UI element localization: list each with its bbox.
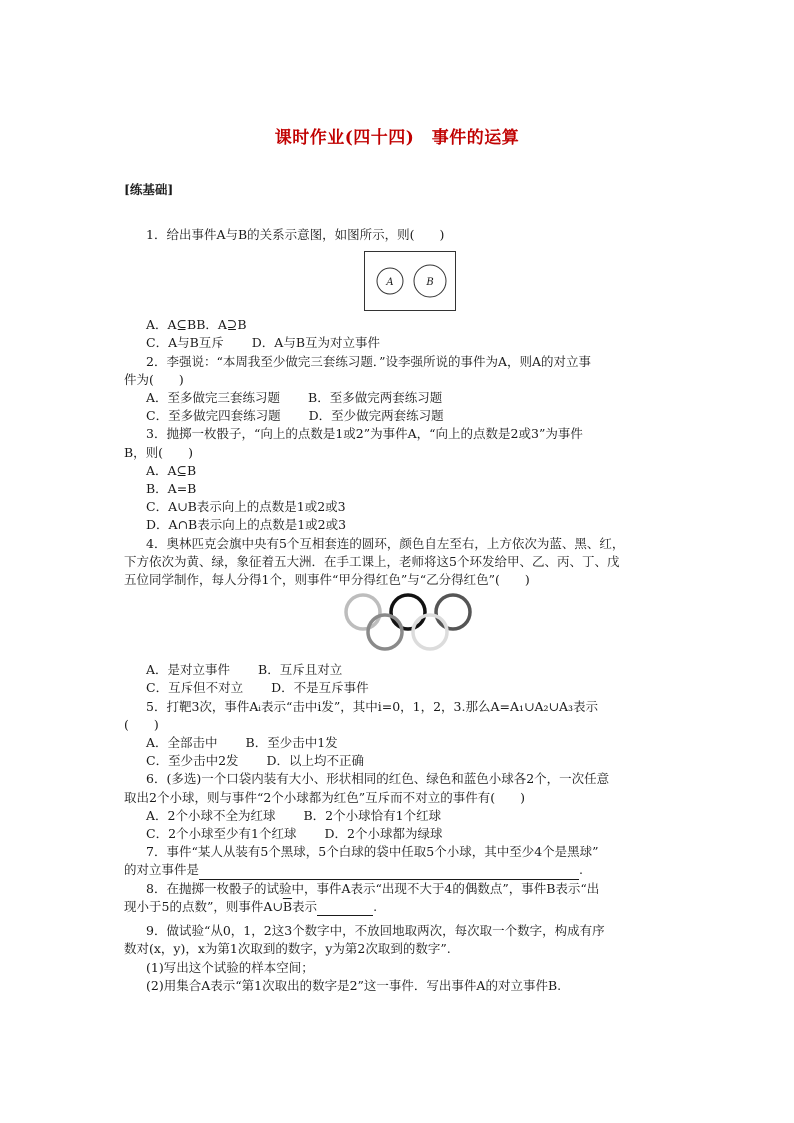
q6-option-c[interactable]: C．2个小球至少有1个红球 [146,826,297,842]
q3-option-b[interactable]: B．A=B [146,481,197,497]
ring-black [391,595,425,629]
label-b: B [426,277,434,289]
ring-blue [346,595,380,629]
q9-stem-line1: 9．做试验“从0，1，2这3个数字中，不放回地取两次，每次取一个数字，构成有序 [146,923,605,939]
page-title: 课时作业(四十四) 事件的运算 [274,128,520,148]
ring-green [413,615,447,649]
q3-option-d[interactable]: D．A∩B表示向上的点数是1或2或3 [146,517,347,533]
section-heading: [练基础] [124,182,174,197]
q6-stem-line2: 取出2个小球，则与事件“2个小球都为红色”互斥而不对立的事件有( ) [124,789,525,805]
q2-options-row1 [124,389,674,407]
q2-option-c[interactable]: C．至多做完四套练习题 [146,408,281,424]
q6-options-row2 [124,825,674,843]
q6-option-b[interactable]: B．2个小球恰有1个红球 [303,807,442,823]
ring-red [436,595,470,629]
question-list [124,226,674,995]
q3-option-a[interactable]: A．A⊆B [146,462,197,478]
q1-option-c[interactable]: C．A与B互斥 [146,335,224,351]
q7-stem-line2 [124,861,674,879]
q2-options-row2 [124,407,674,425]
q1-option-b[interactable]: B．A⊇B [196,317,247,333]
q1-stem: 1．给出事件A与B的关系示意图，如图所示，则( ) [146,227,445,242]
q2-option-b[interactable]: B．至多做完两套练习题 [308,390,443,406]
q5-options-row1 [124,734,674,752]
q4-options-row1 [124,661,674,679]
q1-options-row1 [124,316,674,334]
venn-diagram [364,251,456,311]
q9-subquestion-1: (1)写出这个试验的样本空间； [146,959,314,975]
q2-stem-line1: 2．李强说：“本周我至少做完三套练习题．”设李强所说的事件为A，则A的对立事 [146,353,592,369]
q7-answer-blank[interactable] [199,866,579,880]
q2-option-d[interactable]: D．至少做完两套练习题 [308,408,444,424]
q4-stem-line2: 下方依次为黄、绿，象征着五大洲．在手工课上，老师将这5个环发给甲、乙、丙、丁、戊 [124,553,620,569]
q7-stem-line1: 7．事件“某人从装有5个黑球，5个白球的袋中任取5个小球，其中至少4个是黑球” [146,844,599,860]
q8-stem-line1: 8．在抛掷一枚骰子的试验中，事件A表示“出现不大于4的偶数点”，事件B表示“出 [146,880,600,896]
q6-options-row1 [124,807,674,825]
q4-option-d[interactable]: D．不是互斥事件 [271,680,369,696]
q8-complement-b: $\overline{B}$ [282,898,293,914]
olympic-rings-figure [342,593,476,653]
q6-option-a[interactable]: A．2个小球不全为红球 [146,807,276,823]
q4-option-c[interactable]: C．互斥但不对立 [146,680,244,696]
q8-stem-line2 [124,898,674,916]
q4-options-row2 [124,679,674,697]
q4-option-a[interactable]: A．是对立事件 [146,662,231,678]
q5-option-b[interactable]: B．至少击中1发 [245,735,338,751]
q4-stem-line1: 4．奥林匹克会旗中央有5个互相套连的圆环，颜色自左至右，上方依次为蓝、黑、红， [146,535,625,551]
q5-options-row2 [124,752,674,770]
q1-options-row2 [124,334,674,352]
q5-stem-line2: ( ) [124,716,159,732]
q5-option-a[interactable]: A．全部击中 [146,735,218,751]
q8-stem-lead: 现小于5的点数”，则事件A∪ [124,898,283,914]
q7-stem-end: . [579,862,583,878]
q6-option-d[interactable]: D．2个小球都为绿球 [324,826,443,842]
q9-stem-line2: 数对(x，y)，x为第1次取到的数字，y为第2次取到的数字”. [124,941,451,957]
q3-stem-line2: B，则( ) [124,444,193,460]
q5-option-c[interactable]: C．至少击中2发 [146,753,239,769]
q6-stem-line1: 6．(多选)一个口袋内装有大小、形状相同的红色、绿色和蓝色小球各2个，一次任意 [146,771,610,787]
q3-stem-line1: 3．抛掷一枚骰子，“向上的点数是1或2”为事件A，“向上的点数是2或3”为事件 [146,426,583,442]
q5-option-d[interactable]: D．以上均不正确 [266,753,365,769]
q8-answer-blank[interactable] [317,902,373,916]
q5-stem-line1: 5．打靶3次，事件Aᵢ表示“击中i发”，其中i=0，1，2，3.那么A=A₁∪A₂∪A₃表示 [146,698,599,714]
q3-option-c[interactable]: C．A∪B表示向上的点数是1或2或3 [146,499,346,515]
q4-stem-line3: 五位同学制作，每人分得1个，则事件“甲分得红色”与“乙分得红色”( ) [124,572,530,588]
ring-yellow [368,615,402,649]
q2-option-a[interactable]: A．至多做完三套练习题 [146,390,281,406]
q4-option-b[interactable]: B．互斥且对立 [258,662,343,678]
q8-stem-end: . [373,898,378,914]
q2-stem-line2: 件为( ) [124,371,184,387]
q9-subquestion-2: (2)用集合A表示“第1次取出的数字是2”这一事件．写出事件A的对立事件B. [146,977,562,993]
q1-option-d[interactable]: D．A与B互为对立事件 [251,335,381,351]
q7-stem-lead: 的对立事件是 [124,862,200,878]
q8-stem-mid: 表示 [292,898,318,914]
label-a: A [386,277,394,289]
q1-option-a[interactable]: A．A⊆B [146,317,197,333]
